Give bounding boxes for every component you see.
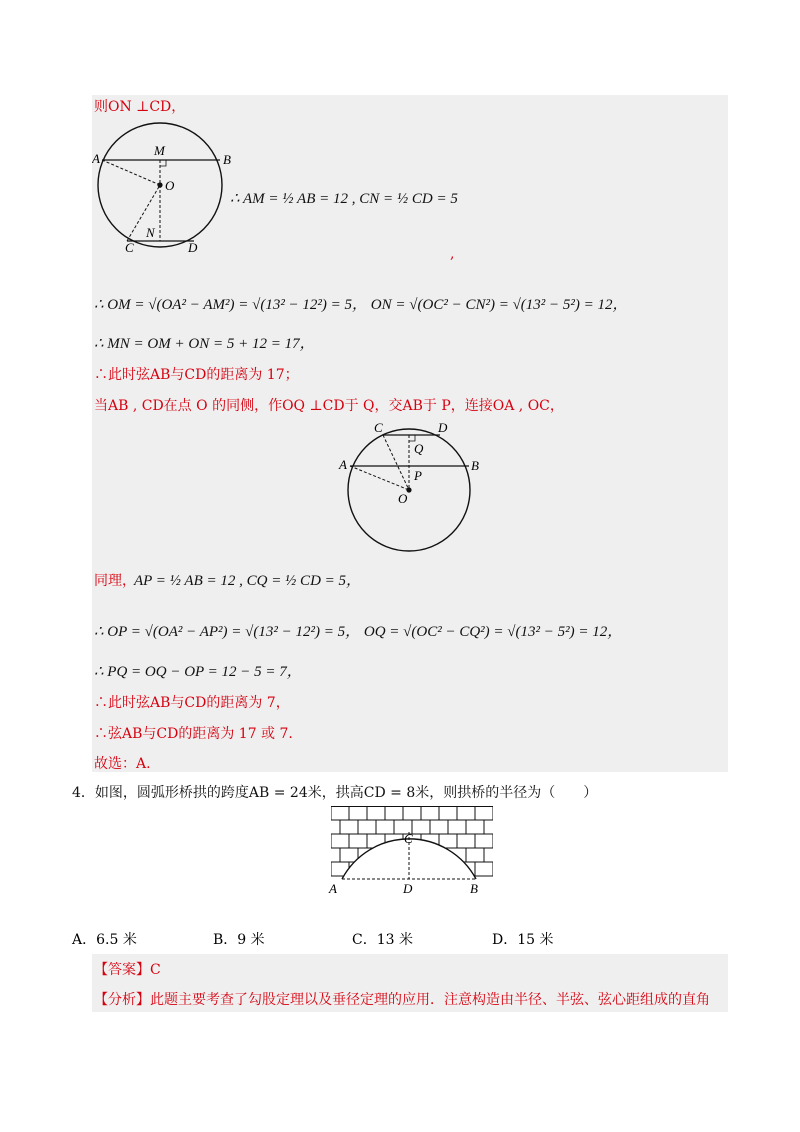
solution-stray-comma: ,: [450, 246, 455, 262]
fig1-label-b: B: [223, 152, 231, 167]
solution-dist17: ∴此时弦AB与CD的距离为 17；: [94, 367, 299, 383]
fig2-label-d: D: [438, 420, 448, 435]
bridge-label-b: B: [470, 881, 478, 896]
solution-pq: ∴ PQ = OQ − OP = 12 − 5 = 7，: [94, 664, 302, 680]
solution-am-cn: ∴ AM = ½ AB = 12 , CN = ½ CD = 5: [230, 191, 458, 207]
solution-same-prefix: 同理，: [94, 573, 136, 589]
fig1-label-o: O: [165, 178, 175, 193]
option-b: B．9 米: [213, 932, 265, 948]
question-text: 4．如图，圆弧形桥拱的跨度AB = 24米，拱高CD = 8米，则拱桥的半径为（ ）: [72, 785, 598, 801]
bridge-label-c: C: [404, 831, 413, 846]
fig2-label-b: B: [471, 458, 479, 473]
fig1-label-a: A: [92, 151, 100, 166]
fig2-label-o: O: [398, 491, 408, 506]
fig1-label-c: C: [125, 240, 134, 255]
solution-same-side: 当AB , CD在点 O 的同侧，作OQ ⊥CD于 Q，交AB于 P，连接OA , OC，: [94, 398, 564, 414]
solution-om-on: ∴ OM = √(OA² − AM²) = √(13² − 12²) = 5， ON = √(OC² − CN²) = √(13² − 5²) = 12，: [94, 297, 628, 313]
solution-mn: ∴ MN = OM + ON = 5 + 12 = 17，: [94, 336, 315, 352]
bridge-label-a: A: [329, 881, 337, 896]
figure-circle-same-side: [335, 418, 495, 558]
fig2-label-a: A: [339, 457, 347, 472]
fig1-label-d: D: [188, 240, 198, 255]
fig2-label-p: P: [414, 468, 422, 483]
answer-line: 【答案】C: [94, 962, 161, 978]
solution-op-oq: ∴ OP = √(OA² − AP²) = √(13² − 12²) = 5， OQ = √(OC² − CQ²) = √(13² − 5²) = 12，: [94, 624, 623, 640]
solution-dist7: ∴此时弦AB与CD的距离为 7，: [94, 695, 290, 711]
figure-arch-bridge: [325, 806, 500, 898]
fig2-label-q: Q: [414, 441, 424, 456]
figure-circle-opposite-sides: [92, 115, 242, 255]
solution-answer-choice: 故选：A.: [94, 756, 151, 772]
fig2-label-c: C: [374, 420, 383, 435]
bridge-label-d: D: [403, 881, 413, 896]
fig1-label-n: N: [146, 225, 155, 240]
solution-both: ∴弦AB与CD的距离为 17 或 7.: [94, 726, 293, 742]
option-d: D．15 米: [492, 932, 554, 948]
option-a: A．6.5 米: [72, 932, 137, 948]
solution-ap-cq: AP = ½ AB = 12 , CQ = ½ CD = 5，: [134, 573, 362, 589]
analysis-line: 【分析】此题主要考查了勾股定理以及垂径定理的应用．注意构造由半径、半弦、弦心距组成的直角: [94, 992, 710, 1008]
option-c: C．13 米: [352, 932, 413, 948]
solution-line-then: 则ON ⊥CD，: [94, 99, 186, 115]
fig1-label-m: M: [154, 143, 165, 158]
